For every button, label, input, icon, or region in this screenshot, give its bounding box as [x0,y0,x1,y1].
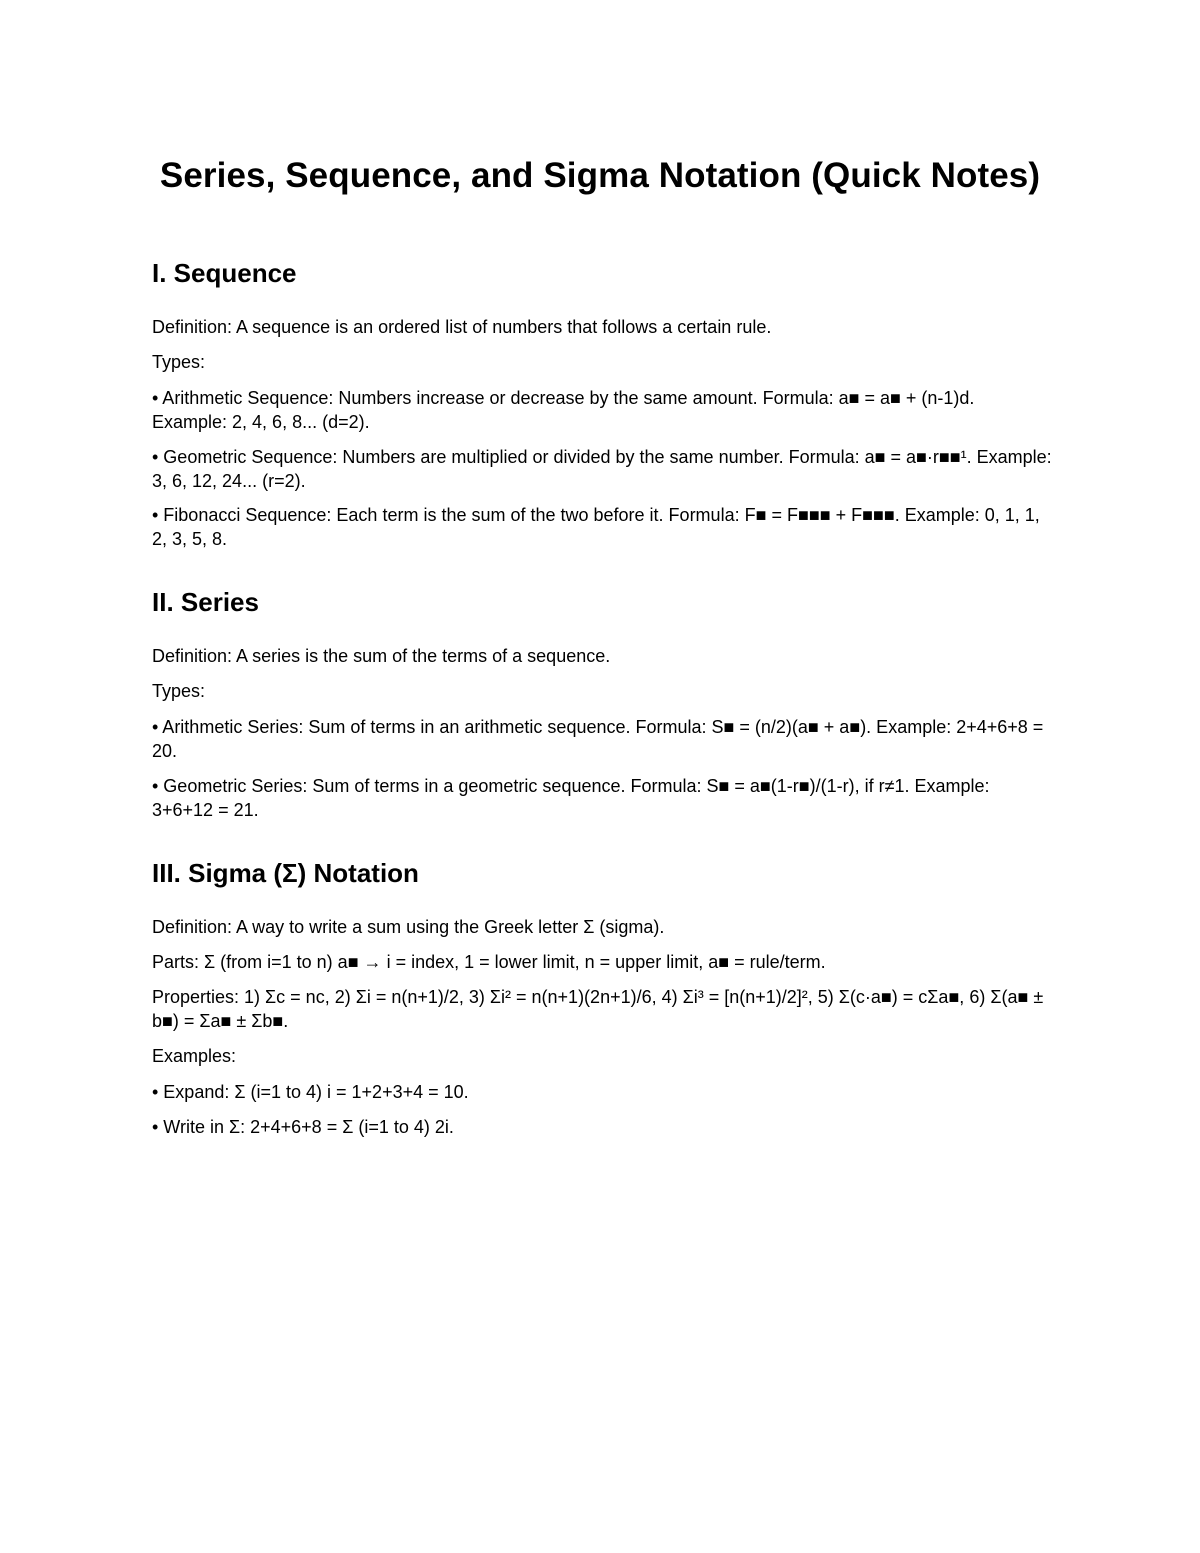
series-types-label: Types: [152,681,206,701]
sequence-item-geometric: • Geometric Sequence: Numbers are multiplied or divided by the same number. Formula: a■ = a■·r■■¹. Example: 3, 6, 12, 24... (r=2). [152,447,1052,491]
section-heading-sigma: III. Sigma (Σ) Notation [152,858,419,888]
sigma-properties: Properties: 1) Σc = nc, 2) Σi = n(n+1)/2, 3) Σi² = n(n+1)(2n+1)/6, 4) Σi³ = [n(n+1)/2]², 5) Σ(c·a■) = cΣa■, 6) Σ(a■ ± b■) = Σa■ ± Σb■. [152,987,1044,1031]
series-item-geometric: • Geometric Series: Sum of terms in a geometric sequence. Formula: S■ = a■(1-r■)/(1-r), if r≠1. Example: 3+6+12 = 21. [152,776,990,820]
sequence-item-arithmetic: • Arithmetic Sequence: Numbers increase or decrease by the same amount. Formula: a■ = a■ + (n-1)d. Example: 2, 4, 6, 8... (d=2). [152,388,975,432]
sequence-types-label: Types: [152,352,206,372]
sigma-parts: Parts: Σ (from i=1 to n) a■ → i = index, 1 = lower limit, n = upper limit, a■ = rule/term. [152,952,826,972]
sigma-example-expand: • Expand: Σ (i=1 to 4) i = 1+2+3+4 = 10. [152,1082,469,1102]
sigma-example-write: • Write in Σ: 2+4+6+8 = Σ (i=1 to 4) 2i. [152,1117,454,1137]
sigma-definition: Definition: A way to write a sum using the Greek letter Σ (sigma). [152,917,665,937]
series-definition: Definition: A series is the sum of the terms of a sequence. [152,646,611,666]
sequence-item-fibonacci: • Fibonacci Sequence: Each term is the sum of the two before it. Formula: F■ = F■■■ + F■■■. Example: 0, 1, 1, 2, 3, 5, 8. [152,505,1040,549]
sigma-examples-label: Examples: [152,1046,237,1066]
series-item-arithmetic: • Arithmetic Series: Sum of terms in an arithmetic sequence. Formula: S■ = (n/2)(a■ + a■). Example: 2+4+6+8 = 20. [152,717,1044,761]
section-heading-sequence: I. Sequence [152,258,297,288]
sequence-definition: Definition: A sequence is an ordered list of numbers that follows a certain rule. [152,317,772,337]
section-heading-series: II. Series [152,587,259,617]
document-title: Series, Sequence, and Sigma Notation (Quick Notes) [159,156,1041,195]
